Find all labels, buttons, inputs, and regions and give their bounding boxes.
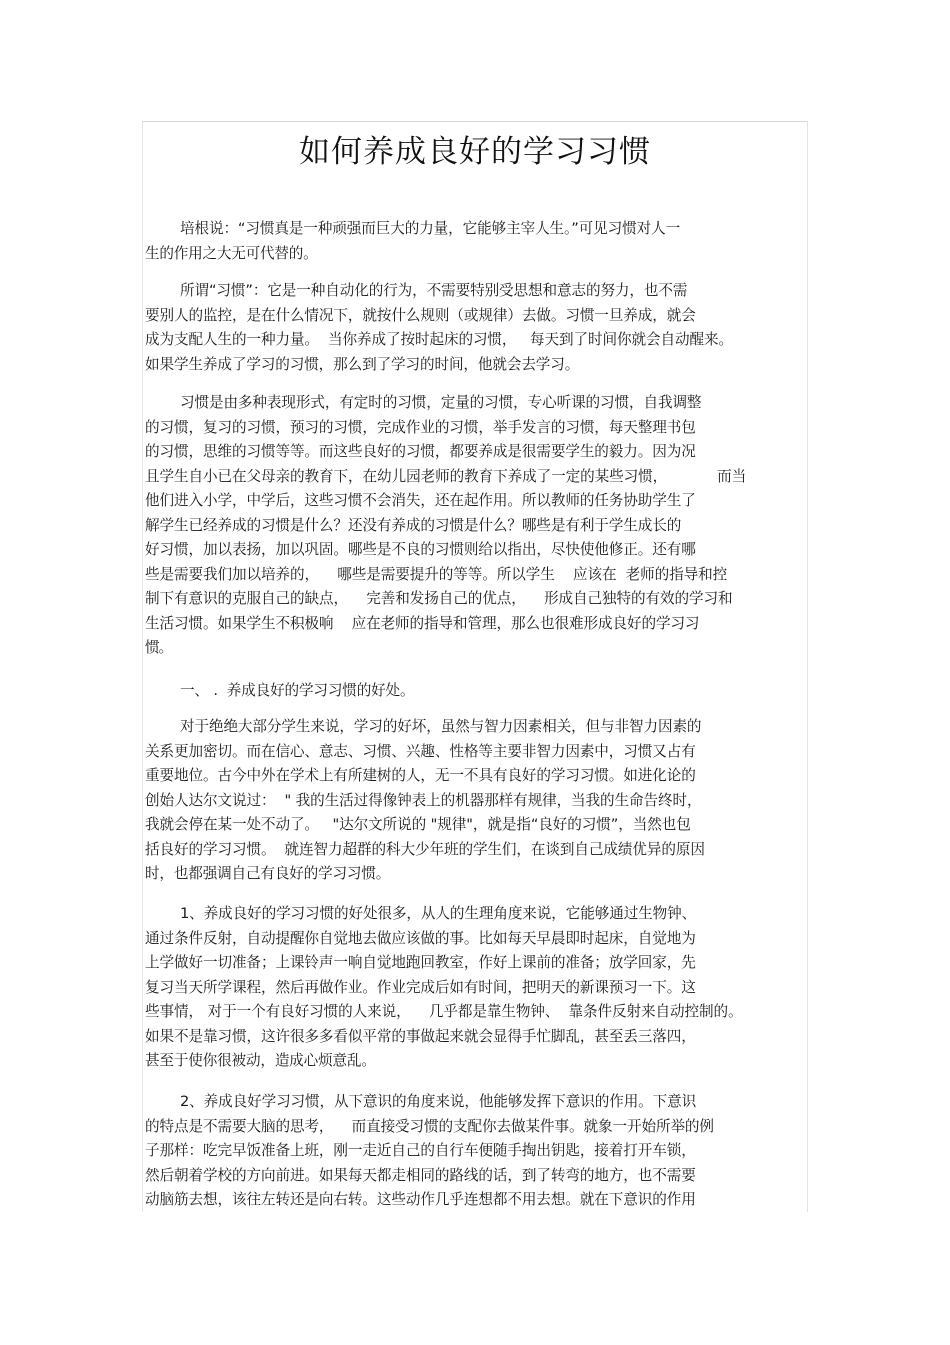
text-line: 子那样：吃完早饭准备上班，刚一走近自己的自行车便随手掏出钥匙，接着打开车锁， — [145, 1142, 696, 1159]
text-line: 些是需要我们加以培养的， 哪些是需要提升的等等。所以学生 应该在 老师的指导和控 — [145, 565, 728, 583]
text-line: 上学做好一切准备；上课铃声一响自觉地跑回教室，作好上课前的准备；放学回家，先 — [145, 954, 696, 971]
text-line: 2、养成良好学习习惯，从下意识的角度来说，他能够发挥下意识的作用。下意识 — [180, 1093, 697, 1110]
text-line: 培根说：“习惯真是一种顽强而巨大的力量，它能够主宰人生。”可见习惯对人一 — [180, 220, 681, 237]
text-line: 复习当天所学课程，然后再做作业。作业完成后如有时间，把明天的新课预习一下。这 — [145, 978, 696, 996]
text-line: 成为支配人生的一种力量。 当你养成了按时起床的习惯， 每天到了时间你就会自动醒来。 — [145, 331, 733, 348]
text-line: 好习惯，加以表扬，加以巩固。哪些是不良的习惯则给以指出，尽快使他修正。还有哪 — [145, 541, 696, 558]
text-line: 创始人达尔文说过： " 我的生活过得像钟表上的机器那样有规律，当我的生命告终时， — [145, 791, 702, 809]
text-line: 的习惯，思维的习惯等等。而这些良好的习惯，都要养成是很需要学生的毅力。因为况 — [145, 443, 696, 460]
text-line: 如果学生养成了学习的习惯，那么到了学习的时间，他就会去学习。 — [145, 355, 580, 373]
text-line: 所谓“习惯”：它是一种自动化的行为，不需要特别受思想和意志的努力，也不需 — [180, 282, 688, 299]
text-line: 重要地位。古今中外在学术上有所建树的人，无一不具有良好的学习习惯。如进化论的 — [145, 767, 696, 784]
text-line: 且学生自小已在父母亲的教育下，在幼儿园老师的教育下养成了一定的某些习惯， 而当 — [145, 467, 747, 485]
section-heading — [145, 679, 807, 703]
text-line: 解学生已经养成的习惯是什么？还没有养成的习惯是什么？哪些是有利于学生成长的 — [145, 516, 682, 534]
text-line: 生的作用之大无可代替的。 — [145, 244, 318, 262]
paragraph-5 — [145, 902, 807, 1074]
paragraph-1 — [145, 217, 807, 266]
text-line: 习惯是由多种表现形式，有定时的习惯，定量的习惯，专心听课的习惯，自我调整 — [180, 394, 702, 411]
text-line: 的习惯，复习的习惯，预习的习惯，完成作业的习惯，举手发言的习惯，每天整理书包 — [145, 418, 696, 436]
section-heading-text: 一、 . 养成良好的学习习惯的好处。 — [180, 682, 415, 699]
text-line: 然后朝着学校的方向前进。如果每天都走相同的路线的话，到了转弯的地方，也不需要 — [145, 1166, 696, 1184]
text-line: 时，也都强调自己有良好的学习习惯。 — [145, 865, 391, 882]
paragraph-6 — [145, 1090, 807, 1213]
text-line: 括良好的学习习惯。 就连智力超群的科大少年班的学生们，在谈到自己成绩优异的原因 — [145, 840, 705, 858]
text-line: 甚至于使你很被动，造成心烦意乱。 — [145, 1052, 376, 1069]
text-line: 我就会停在某一处不动了。 "达尔文所说的 "规律"，就是指“良好的习惯”，当然也包 — [145, 816, 691, 833]
paragraph-3 — [145, 391, 807, 661]
text-line: 关系更加密切。而在信心、意志、习惯、兴趣、性格等主要非智力因素中，习惯又占有 — [145, 742, 696, 760]
text-line: 的特点是不需要大脑的思考， 而直接受习惯的支配你去做某件事。就象一开始所举的例 — [145, 1117, 714, 1135]
text-line: 些事情， 对于一个有良好习惯的人来说， 几乎都是靠生物钟、 靠条件反射来自动控制的。 — [145, 1003, 743, 1020]
text-line: 他们进入小学，中学后，这些习惯不会消失，还在起作用。所以教师的任务协助学生了 — [145, 492, 696, 509]
text-line: 生活习惯。如果学生不积极响 应在老师的指导和管理，那么也很难形成良好的学习习 — [145, 614, 700, 632]
paragraph-4 — [145, 715, 807, 887]
text-line: 惯。 — [145, 639, 173, 656]
text-line: 动脑筋去想，该往左转还是向右转。这些动作几乎连想都不用去想。就在下意识的作用 — [145, 1191, 696, 1208]
text-line: 如果不是靠习惯，这许很多多看似平常的事做起来就会显得手忙脚乱，甚至丢三落四， — [145, 1027, 696, 1045]
text-line: 通过条件反射，自动提醒你自觉地去做应该做的事。比如每天早晨即时起床，自觉地为 — [145, 929, 696, 947]
paragraph-2 — [145, 279, 807, 377]
text-line: 制下有意识的克服自己的缺点， 完善和发扬自己的优点， 形成自己独特的有效的学习和 — [145, 590, 733, 607]
document-title: 如何养成良好的学习习惯 — [299, 134, 651, 170]
document-page — [142, 121, 808, 1212]
text-line: 1、养成良好的学习习惯的好处很多，从人的生理角度来说，它能够通过生物钟、 — [180, 905, 697, 922]
text-line: 对于绝绝大部分学生来说，学习的好坏，虽然与智力因素相关，但与非智力因素的 — [180, 718, 702, 735]
text-line: 要别人的监控，是在什么情况下，就按什么规则（或规律）去做。习惯一旦养成，就会 — [145, 306, 696, 324]
